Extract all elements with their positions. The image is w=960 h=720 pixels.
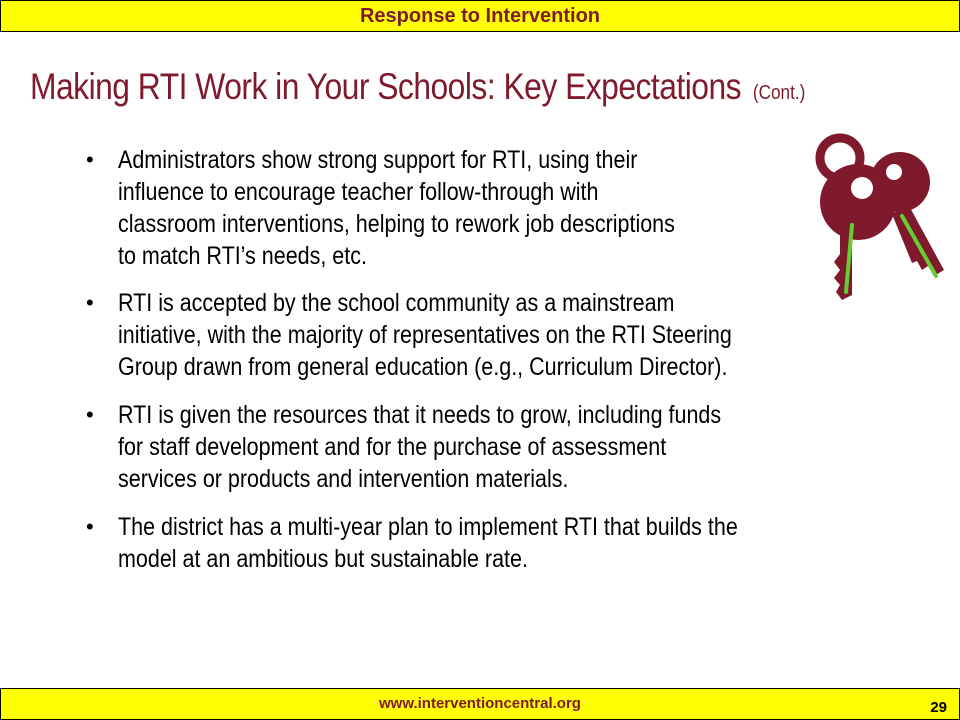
bullet-item — [86, 287, 906, 383]
bullet-item — [86, 399, 906, 495]
bottom-banner — [0, 688, 960, 720]
slide-title-main: Making RTI Work in Your Schools: Key Expectations — [30, 66, 742, 107]
bullet-item — [86, 511, 906, 575]
bullet-marker: • — [86, 514, 94, 539]
bullet-text: Administrators show strong support for RTI, using their influence to encourage teacher follow-through with classroom interventions, helping to rework job descriptions to match RTI’s needs, etc. — [118, 146, 675, 270]
bullet-text: RTI is accepted by the school community as a mainstream initiative, with the majority of representatives on the RTI Steering Group drawn from general education (e.g., Curriculum Director). — [118, 289, 732, 381]
bullet-text: RTI is given the resources that it needs to grow, including funds for staff development and for the purchase of assessment services or products and intervention materials. — [118, 401, 722, 493]
bullet-marker: • — [86, 147, 94, 172]
slide-title-suffix: (Cont.) — [752, 82, 806, 104]
bullet-marker: • — [86, 402, 94, 427]
banner-title: Response to Intervention — [359, 5, 601, 27]
bullet-item — [86, 144, 786, 272]
page-number: 29 — [930, 699, 947, 716]
bullet-text: The district has a multi-year plan to implement RTI that builds the model at an ambitious but sustainable rate. — [118, 513, 738, 573]
bullet-marker: • — [86, 290, 94, 315]
footer-url[interactable]: www.interventioncentral.org — [379, 695, 581, 712]
keys-icon — [812, 130, 957, 300]
